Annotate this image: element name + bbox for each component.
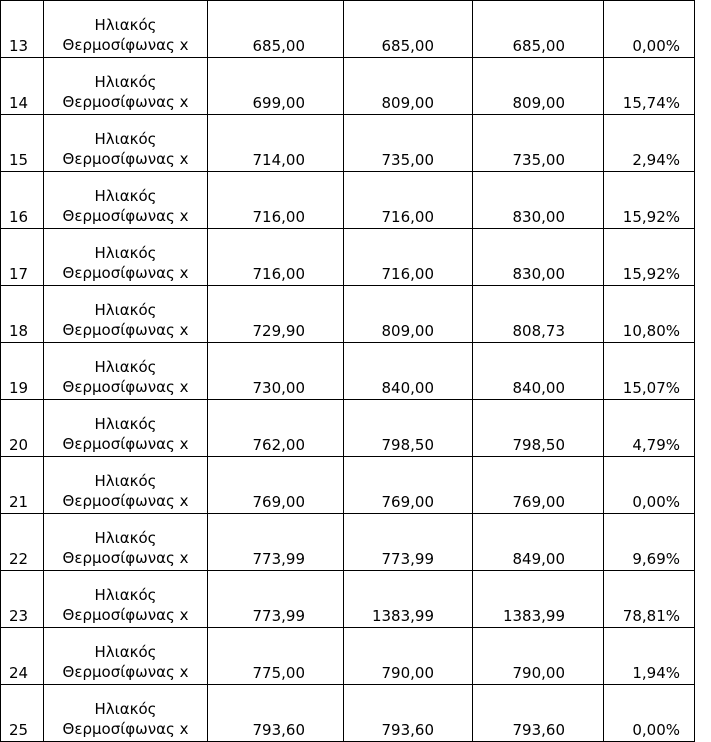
table-row [1, 172, 695, 229]
product-name-line1: Ηλιακός [94, 16, 157, 34]
product-name-line2: Θερμοσίφωνας x [62, 435, 189, 453]
value-1-cell: 729,90 [208, 286, 344, 343]
product-name-line1: Ηλιακός [94, 301, 157, 319]
value-2-cell: 809,00 [344, 58, 473, 115]
product-name-cell [44, 514, 208, 571]
value-3-cell: 809,00 [473, 58, 604, 115]
row-index: 14 [1, 58, 44, 115]
value-3-cell: 798,50 [473, 400, 604, 457]
table-row [1, 115, 695, 172]
row-index: 23 [1, 571, 44, 628]
percent-cell: 9,69% [604, 514, 695, 571]
table-row [1, 229, 695, 286]
product-name-cell [44, 400, 208, 457]
product-name-line1: Ηλιακός [94, 244, 157, 262]
row-index: 25 [1, 685, 44, 742]
product-name-line1: Ηλιακός [94, 187, 157, 205]
product-name-cell [44, 229, 208, 286]
product-name-line1: Ηλιακός [94, 472, 157, 490]
value-1-cell: 685,00 [208, 1, 344, 58]
product-name-line1: Ηλιακός [94, 586, 157, 604]
percent-cell: 15,07% [604, 343, 695, 400]
value-2-cell: 685,00 [344, 1, 473, 58]
value-3-cell: 790,00 [473, 628, 604, 685]
percent-cell: 0,00% [604, 685, 695, 742]
product-name-cell [44, 343, 208, 400]
value-1-cell: 769,00 [208, 457, 344, 514]
row-index: 13 [1, 1, 44, 58]
value-2-cell: 809,00 [344, 286, 473, 343]
value-1-cell: 714,00 [208, 115, 344, 172]
product-name-line2: Θερμοσίφωνας x [62, 378, 189, 396]
product-name-line1: Ηλιακός [94, 415, 157, 433]
table-row [1, 514, 695, 571]
product-name-line2: Θερμοσίφωνας x [62, 663, 189, 681]
product-name-line2: Θερμοσίφωνας x [62, 606, 189, 624]
product-name-cell [44, 115, 208, 172]
product-name-cell [44, 1, 208, 58]
value-2-cell: 773,99 [344, 514, 473, 571]
value-1-cell: 730,00 [208, 343, 344, 400]
value-2-cell: 716,00 [344, 172, 473, 229]
product-name-line1: Ηλιακός [94, 643, 157, 661]
value-2-cell: 840,00 [344, 343, 473, 400]
percent-cell: 4,79% [604, 400, 695, 457]
value-3-cell: 849,00 [473, 514, 604, 571]
product-name-line2: Θερμοσίφωνας x [62, 492, 189, 510]
value-2-cell: 716,00 [344, 229, 473, 286]
value-2-cell: 1383,99 [344, 571, 473, 628]
product-name-line1: Ηλιακός [94, 130, 157, 148]
product-name-line2: Θερμοσίφωνας x [62, 720, 189, 738]
row-index: 16 [1, 172, 44, 229]
product-name-line2: Θερμοσίφωνας x [62, 264, 189, 282]
table-row [1, 457, 695, 514]
product-name-line1: Ηλιακός [94, 529, 157, 547]
product-name-line2: Θερμοσίφωνας x [62, 549, 189, 567]
product-name-line1: Ηλιακός [94, 358, 157, 376]
product-name-line1: Ηλιακός [94, 700, 157, 718]
value-3-cell: 793,60 [473, 685, 604, 742]
value-1-cell: 773,99 [208, 514, 344, 571]
row-index: 20 [1, 400, 44, 457]
table-row [1, 685, 695, 742]
percent-cell: 10,80% [604, 286, 695, 343]
row-index: 17 [1, 229, 44, 286]
value-3-cell: 840,00 [473, 343, 604, 400]
value-2-cell: 790,00 [344, 628, 473, 685]
row-index: 18 [1, 286, 44, 343]
value-3-cell: 830,00 [473, 229, 604, 286]
value-1-cell: 762,00 [208, 400, 344, 457]
value-3-cell: 830,00 [473, 172, 604, 229]
percent-cell: 15,74% [604, 58, 695, 115]
product-name-line2: Θερμοσίφωνας x [62, 93, 189, 111]
table-row [1, 286, 695, 343]
table-body [1, 1, 695, 742]
product-name-line2: Θερμοσίφωνας x [62, 321, 189, 339]
value-2-cell: 798,50 [344, 400, 473, 457]
value-1-cell: 699,00 [208, 58, 344, 115]
row-index: 21 [1, 457, 44, 514]
product-name-cell [44, 286, 208, 343]
table-row [1, 400, 695, 457]
product-name-cell [44, 457, 208, 514]
percent-cell: 2,94% [604, 115, 695, 172]
table-row [1, 628, 695, 685]
table-row [1, 58, 695, 115]
row-index: 22 [1, 514, 44, 571]
row-index: 15 [1, 115, 44, 172]
product-name-cell [44, 571, 208, 628]
value-1-cell: 773,99 [208, 571, 344, 628]
value-1-cell: 716,00 [208, 172, 344, 229]
percent-cell: 78,81% [604, 571, 695, 628]
value-1-cell: 775,00 [208, 628, 344, 685]
percent-cell: 15,92% [604, 172, 695, 229]
table-row [1, 571, 695, 628]
value-3-cell: 735,00 [473, 115, 604, 172]
product-name-line1: Ηλιακός [94, 73, 157, 91]
product-name-cell [44, 58, 208, 115]
value-1-cell: 716,00 [208, 229, 344, 286]
value-1-cell: 793,60 [208, 685, 344, 742]
value-2-cell: 735,00 [344, 115, 473, 172]
row-index: 19 [1, 343, 44, 400]
product-name-line2: Θερμοσίφωνας x [62, 207, 189, 225]
percent-cell: 0,00% [604, 1, 695, 58]
product-name-line2: Θερμοσίφωνας x [62, 150, 189, 168]
product-name-cell [44, 685, 208, 742]
value-3-cell: 1383,99 [473, 571, 604, 628]
percent-cell: 1,94% [604, 628, 695, 685]
product-name-line2: Θερμοσίφωνας x [62, 36, 189, 54]
percent-cell: 15,92% [604, 229, 695, 286]
value-3-cell: 769,00 [473, 457, 604, 514]
table-row [1, 343, 695, 400]
product-name-cell [44, 172, 208, 229]
value-3-cell: 808,73 [473, 286, 604, 343]
row-index: 24 [1, 628, 44, 685]
product-name-cell [44, 628, 208, 685]
value-2-cell: 793,60 [344, 685, 473, 742]
table-row [1, 1, 695, 58]
value-2-cell: 769,00 [344, 457, 473, 514]
value-3-cell: 685,00 [473, 1, 604, 58]
percent-cell: 0,00% [604, 457, 695, 514]
